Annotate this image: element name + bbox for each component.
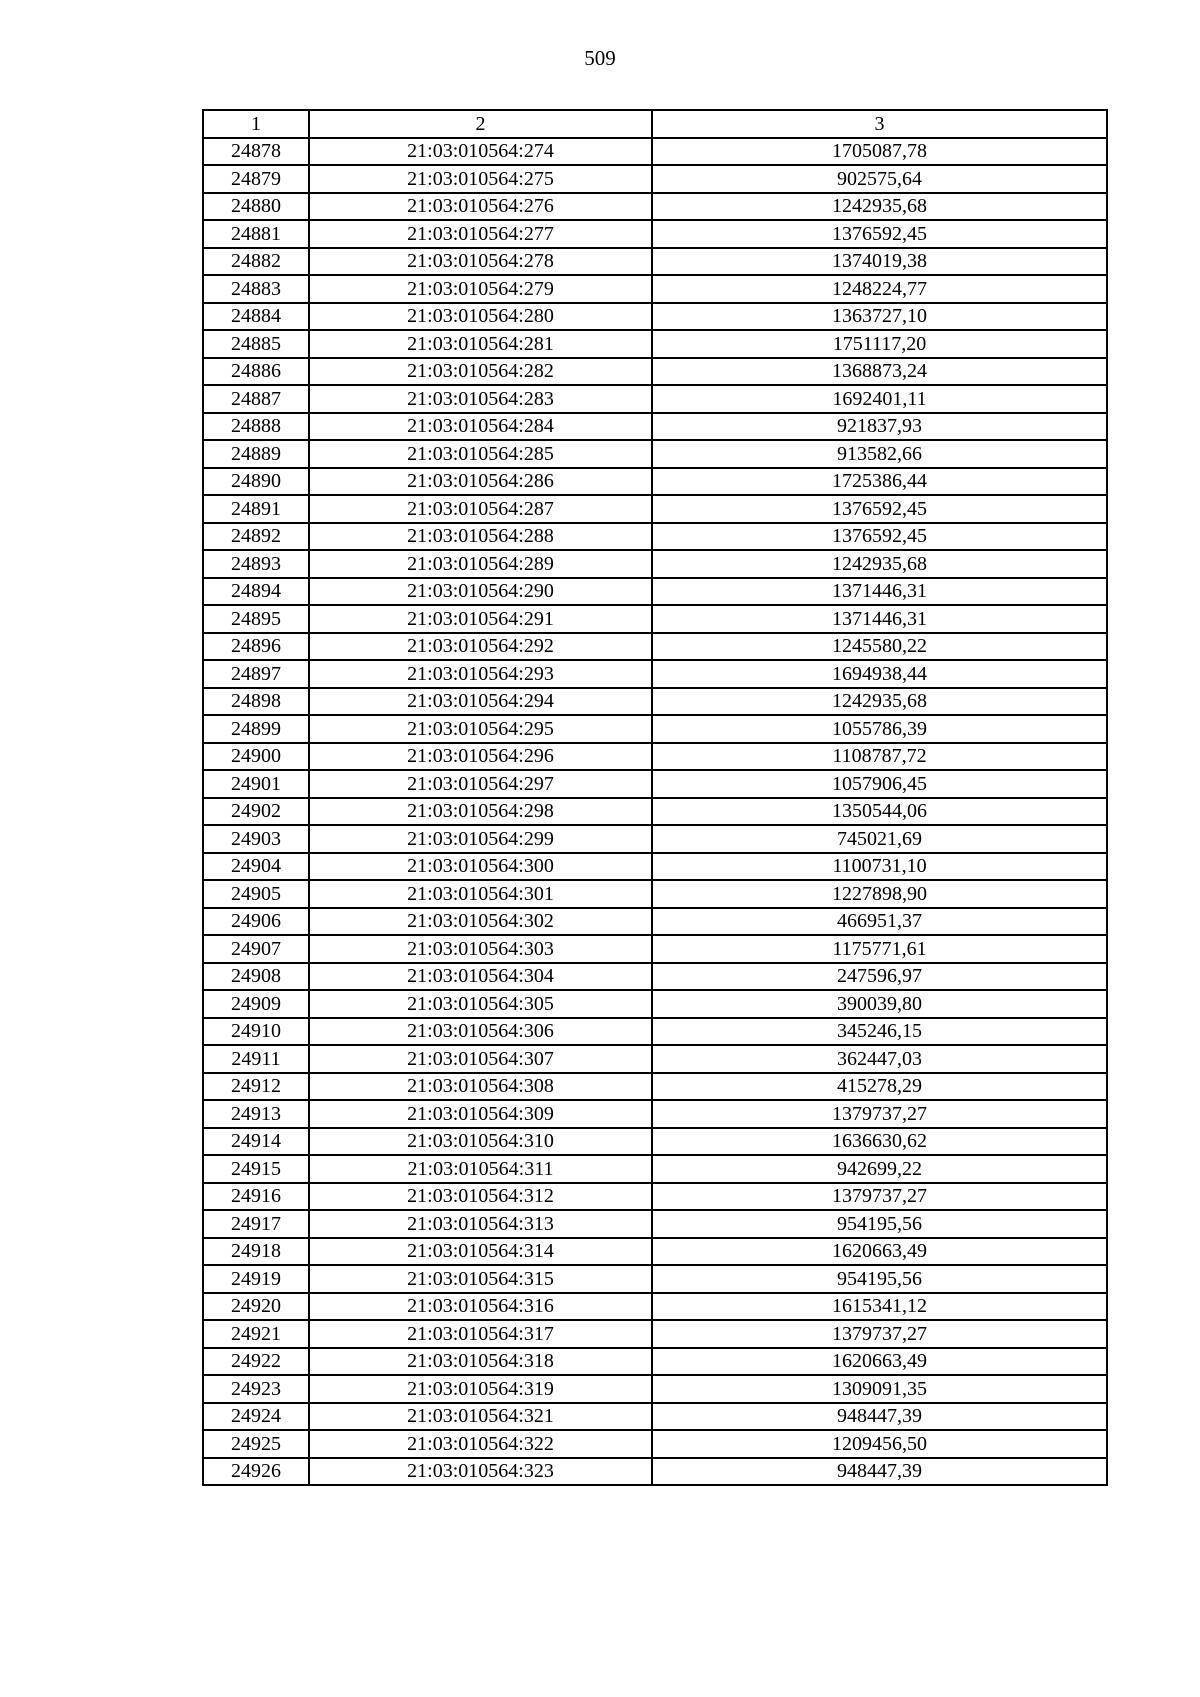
cadastral-number-cell: 21:03:010564:310 [309,1128,652,1156]
cadastral-value-cell: 1175771,61 [652,935,1107,963]
cadastral-value-cell: 362447,03 [652,1045,1107,1073]
cadastral-value-cell: 1692401,11 [652,385,1107,413]
cadastral-value-cell: 1376592,45 [652,220,1107,248]
cadastral-number-cell: 21:03:010564:305 [309,990,652,1018]
table-row [203,1265,1107,1293]
cadastral-number-cell: 21:03:010564:281 [309,330,652,358]
cadastral-value-cell: 1371446,31 [652,578,1107,606]
table-row [203,138,1107,166]
row-number-cell: 24909 [203,990,309,1018]
table-row [203,770,1107,798]
table-row [203,963,1107,991]
cadastral-number-cell: 21:03:010564:274 [309,138,652,166]
cadastral-value-cell: 1379737,27 [652,1100,1107,1128]
table-row [203,413,1107,441]
cadastral-number-cell: 21:03:010564:312 [309,1183,652,1211]
column-header-2: 2 [309,110,652,138]
cadastral-value-cell: 902575,64 [652,165,1107,193]
cadastral-value-cell: 913582,66 [652,440,1107,468]
cadastral-number-cell: 21:03:010564:290 [309,578,652,606]
cadastral-number-cell: 21:03:010564:307 [309,1045,652,1073]
table-row [203,1375,1107,1403]
cadastral-value-cell: 1620663,49 [652,1348,1107,1376]
row-number-cell: 24883 [203,275,309,303]
cadastral-value-cell: 1374019,38 [652,248,1107,276]
row-number-cell: 24894 [203,578,309,606]
cadastral-number-cell: 21:03:010564:311 [309,1155,652,1183]
cadastral-value-cell: 1379737,27 [652,1183,1107,1211]
cadastral-number-cell: 21:03:010564:297 [309,770,652,798]
table-row [203,798,1107,826]
table-row [203,193,1107,221]
table-row [203,1430,1107,1458]
table-row [203,743,1107,771]
cadastral-value-cell: 1379737,27 [652,1320,1107,1348]
cadastral-number-cell: 21:03:010564:293 [309,660,652,688]
table-row [203,1293,1107,1321]
table-row [203,1320,1107,1348]
cadastral-number-cell: 21:03:010564:319 [309,1375,652,1403]
row-number-cell: 24925 [203,1430,309,1458]
row-number-cell: 24886 [203,358,309,386]
row-number-cell: 24923 [203,1375,309,1403]
cadastral-value-cell: 1368873,24 [652,358,1107,386]
cadastral-number-cell: 21:03:010564:309 [309,1100,652,1128]
row-number-cell: 24889 [203,440,309,468]
cadastral-value-cell: 1100731,10 [652,853,1107,881]
table-row [203,1348,1107,1376]
row-number-cell: 24885 [203,330,309,358]
cadastral-number-cell: 21:03:010564:286 [309,468,652,496]
cadastral-number-cell: 21:03:010564:279 [309,275,652,303]
table-row [203,358,1107,386]
cadastral-number-cell: 21:03:010564:291 [309,605,652,633]
cadastral-number-cell: 21:03:010564:315 [309,1265,652,1293]
cadastral-number-cell: 21:03:010564:285 [309,440,652,468]
table-row [203,440,1107,468]
table-header [203,110,1107,138]
row-number-cell: 24888 [203,413,309,441]
row-number-cell: 24880 [203,193,309,221]
cadastral-value-table [202,109,1108,1486]
cadastral-value-cell: 1309091,35 [652,1375,1107,1403]
table-row [203,715,1107,743]
cadastral-value-cell: 954195,56 [652,1265,1107,1293]
row-number-cell: 24902 [203,798,309,826]
row-number-cell: 24913 [203,1100,309,1128]
table-row [203,1018,1107,1046]
row-number-cell: 24903 [203,825,309,853]
row-number-cell: 24882 [203,248,309,276]
cadastral-number-cell: 21:03:010564:294 [309,688,652,716]
table-row [203,1238,1107,1266]
row-number-cell: 24911 [203,1045,309,1073]
row-number-cell: 24884 [203,303,309,331]
table-row [203,825,1107,853]
cadastral-value-cell: 942699,22 [652,1155,1107,1183]
cadastral-value-cell: 466951,37 [652,908,1107,936]
table-row [203,523,1107,551]
row-number-cell: 24918 [203,1238,309,1266]
table-row [203,1183,1107,1211]
cadastral-number-cell: 21:03:010564:316 [309,1293,652,1321]
cadastral-number-cell: 21:03:010564:292 [309,633,652,661]
row-number-cell: 24908 [203,963,309,991]
cadastral-value-cell: 1725386,44 [652,468,1107,496]
row-number-cell: 24915 [203,1155,309,1183]
cadastral-value-cell: 921837,93 [652,413,1107,441]
cadastral-number-cell: 21:03:010564:289 [309,550,652,578]
row-number-cell: 24892 [203,523,309,551]
cadastral-number-cell: 21:03:010564:275 [309,165,652,193]
column-header-1: 1 [203,110,309,138]
cadastral-value-cell: 1055786,39 [652,715,1107,743]
cadastral-value-cell: 1751117,20 [652,330,1107,358]
cadastral-value-cell: 745021,69 [652,825,1107,853]
table-body [203,138,1107,1486]
cadastral-number-cell: 21:03:010564:306 [309,1018,652,1046]
table-row [203,550,1107,578]
row-number-cell: 24924 [203,1403,309,1431]
row-number-cell: 24917 [203,1210,309,1238]
cadastral-number-cell: 21:03:010564:301 [309,880,652,908]
cadastral-value-cell: 345246,15 [652,1018,1107,1046]
table-row [203,1045,1107,1073]
table-row [203,165,1107,193]
cadastral-number-cell: 21:03:010564:321 [309,1403,652,1431]
table-row [203,1210,1107,1238]
cadastral-value-cell: 948447,39 [652,1403,1107,1431]
cadastral-number-cell: 21:03:010564:317 [309,1320,652,1348]
cadastral-value-cell: 954195,56 [652,1210,1107,1238]
table-row [203,853,1107,881]
row-number-cell: 24914 [203,1128,309,1156]
row-number-cell: 24920 [203,1293,309,1321]
header-row [203,110,1107,138]
row-number-cell: 24906 [203,908,309,936]
cadastral-number-cell: 21:03:010564:295 [309,715,652,743]
cadastral-number-cell: 21:03:010564:298 [309,798,652,826]
cadastral-value-cell: 1705087,78 [652,138,1107,166]
cadastral-value-cell: 1248224,77 [652,275,1107,303]
row-number-cell: 24878 [203,138,309,166]
cadastral-number-cell: 21:03:010564:278 [309,248,652,276]
table-row [203,275,1107,303]
row-number-cell: 24879 [203,165,309,193]
row-number-cell: 24912 [203,1073,309,1101]
cadastral-value-cell: 1620663,49 [652,1238,1107,1266]
row-number-cell: 24919 [203,1265,309,1293]
row-number-cell: 24900 [203,743,309,771]
cadastral-value-cell: 1227898,90 [652,880,1107,908]
row-number-cell: 24881 [203,220,309,248]
table-row [203,578,1107,606]
cadastral-value-cell: 247596,97 [652,963,1107,991]
cadastral-value-cell: 1350544,06 [652,798,1107,826]
row-number-cell: 24896 [203,633,309,661]
table-row [203,605,1107,633]
table-row [203,1073,1107,1101]
row-number-cell: 24922 [203,1348,309,1376]
cadastral-number-cell: 21:03:010564:314 [309,1238,652,1266]
cadastral-value-cell: 1371446,31 [652,605,1107,633]
cadastral-value-cell: 948447,39 [652,1458,1107,1486]
cadastral-number-cell: 21:03:010564:303 [309,935,652,963]
row-number-cell: 24926 [203,1458,309,1486]
table-row [203,468,1107,496]
row-number-cell: 24921 [203,1320,309,1348]
table-row [203,303,1107,331]
cadastral-value-cell: 1694938,44 [652,660,1107,688]
row-number-cell: 24898 [203,688,309,716]
table-row [203,330,1107,358]
row-number-cell: 24916 [203,1183,309,1211]
cadastral-number-cell: 21:03:010564:313 [309,1210,652,1238]
cadastral-value-cell: 1363727,10 [652,303,1107,331]
cadastral-value-cell: 1057906,45 [652,770,1107,798]
row-number-cell: 24890 [203,468,309,496]
cadastral-value-cell: 1242935,68 [652,550,1107,578]
row-number-cell: 24905 [203,880,309,908]
table-row [203,248,1107,276]
row-number-cell: 24897 [203,660,309,688]
row-number-cell: 24910 [203,1018,309,1046]
table-row [203,1403,1107,1431]
page-number: 509 [584,46,616,70]
row-number-cell: 24895 [203,605,309,633]
table-row [203,1155,1107,1183]
cadastral-number-cell: 21:03:010564:322 [309,1430,652,1458]
table-row [203,688,1107,716]
cadastral-number-cell: 21:03:010564:300 [309,853,652,881]
cadastral-number-cell: 21:03:010564:283 [309,385,652,413]
cadastral-number-cell: 21:03:010564:277 [309,220,652,248]
cadastral-number-cell: 21:03:010564:318 [309,1348,652,1376]
table-row [203,990,1107,1018]
row-number-cell: 24907 [203,935,309,963]
cadastral-number-cell: 21:03:010564:287 [309,495,652,523]
cadastral-value-cell: 1108787,72 [652,743,1107,771]
row-number-cell: 24893 [203,550,309,578]
cadastral-number-cell: 21:03:010564:282 [309,358,652,386]
cadastral-number-cell: 21:03:010564:284 [309,413,652,441]
cadastral-number-cell: 21:03:010564:304 [309,963,652,991]
cadastral-number-cell: 21:03:010564:308 [309,1073,652,1101]
row-number-cell: 24904 [203,853,309,881]
cadastral-value-cell: 1209456,50 [652,1430,1107,1458]
cadastral-number-cell: 21:03:010564:302 [309,908,652,936]
cadastral-value-cell: 1242935,68 [652,688,1107,716]
cadastral-value-cell: 1242935,68 [652,193,1107,221]
cadastral-value-cell: 1245580,22 [652,633,1107,661]
table-row [203,633,1107,661]
cadastral-value-cell: 1376592,45 [652,495,1107,523]
cadastral-number-cell: 21:03:010564:288 [309,523,652,551]
table-row [203,495,1107,523]
cadastral-value-cell: 1615341,12 [652,1293,1107,1321]
cadastral-number-cell: 21:03:010564:296 [309,743,652,771]
table-row [203,1128,1107,1156]
table-row [203,1100,1107,1128]
table-row [203,385,1107,413]
cadastral-value-cell: 415278,29 [652,1073,1107,1101]
row-number-cell: 24901 [203,770,309,798]
row-number-cell: 24891 [203,495,309,523]
cadastral-number-cell: 21:03:010564:276 [309,193,652,221]
cadastral-value-cell: 1376592,45 [652,523,1107,551]
table-row [203,1458,1107,1486]
cadastral-value-cell: 1636630,62 [652,1128,1107,1156]
table-row [203,908,1107,936]
cadastral-number-cell: 21:03:010564:323 [309,1458,652,1486]
table-row [203,935,1107,963]
table-row [203,880,1107,908]
column-header-3: 3 [652,110,1107,138]
table-row [203,660,1107,688]
cadastral-number-cell: 21:03:010564:280 [309,303,652,331]
cadastral-number-cell: 21:03:010564:299 [309,825,652,853]
row-number-cell: 24887 [203,385,309,413]
table-row [203,220,1107,248]
cadastral-value-cell: 390039,80 [652,990,1107,1018]
row-number-cell: 24899 [203,715,309,743]
